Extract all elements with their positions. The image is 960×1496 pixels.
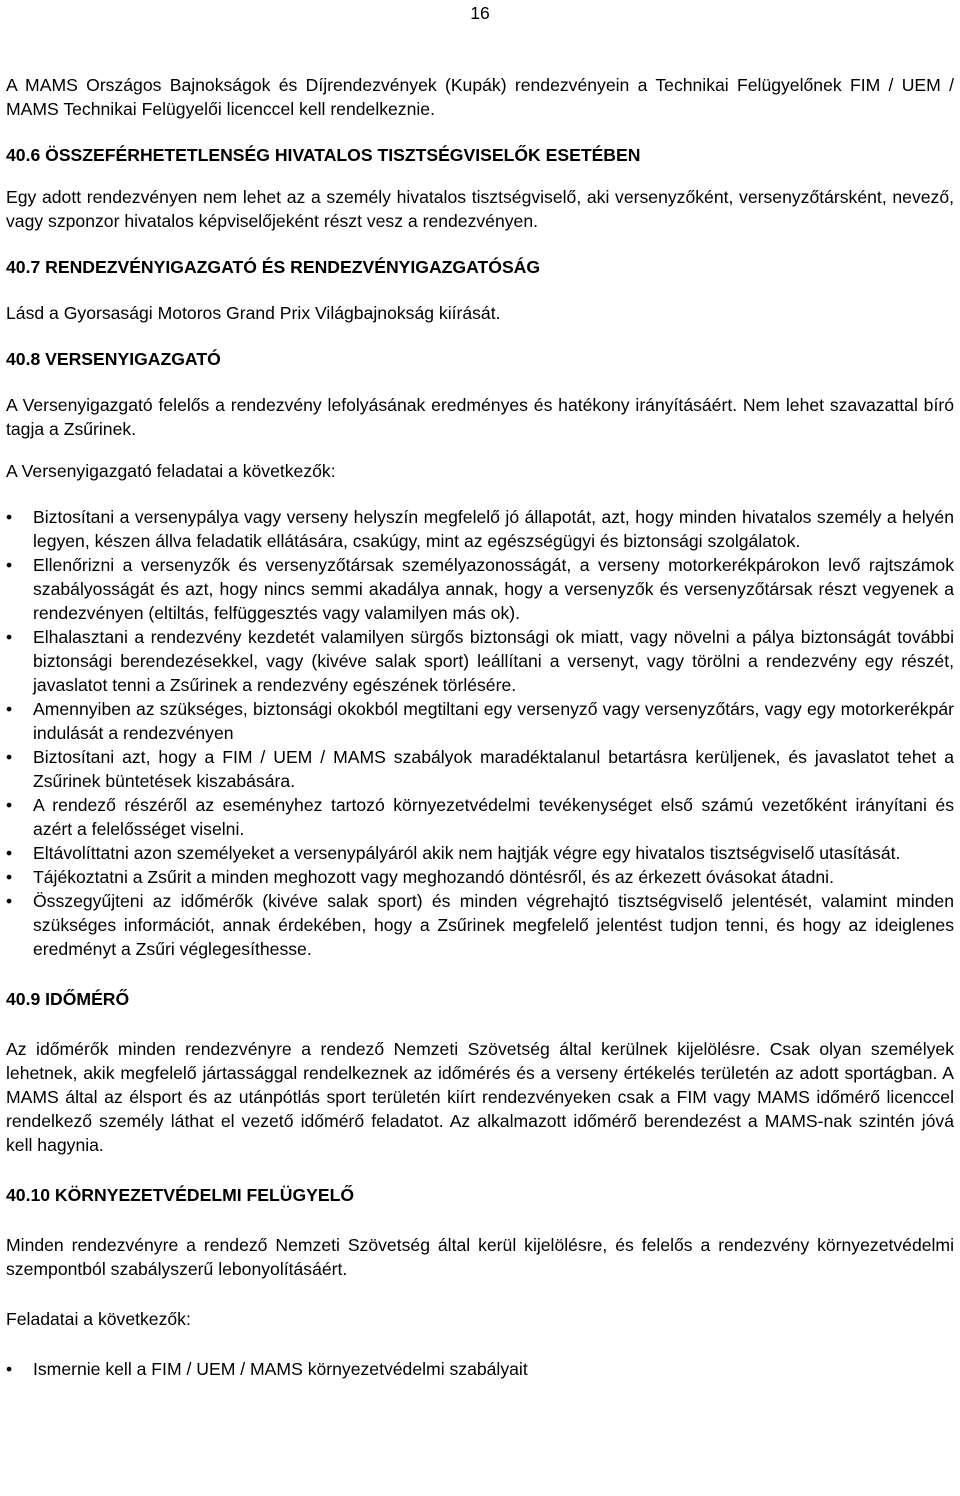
section-40-10-heading: 40.10 KÖRNYEZETVÉDELMI FELÜGYELŐ [6,1185,355,1205]
bullet-icon: • [6,795,13,815]
intro-paragraph: A MAMS Országos Bajnokságok és Díjrendezvények (Kupák) rendezvényein a Technikai Felügyelőnek FIM / UEM / MAMS Technikai Felügyelői licenccel kell rendelkeznie. [6,75,954,119]
section-40-8-heading: 40.8 VERSENYIGAZGATÓ [6,349,221,369]
list-item: • Eltávolíttatni azon személyeket a versenypályáról akik nem hajtják végre egy hivatalos tisztségviselő utasítását. [6,843,901,863]
section-40-8-text: A Versenyigazgató felelős a rendezvény lefolyásának eredményes és hatékony irányításáért. Nem lehet szavazattal bíró tagja a Zsűrinek. [6,395,954,439]
section-40-7-text: Lásd a Gyorsasági Motoros Grand Prix Világbajnokság kiírását. [6,303,501,323]
bullet-icon: • [6,843,13,863]
list-item: • Biztosítani azt, hogy a FIM / UEM / MAMS szabályok maradéktalanul betartásra kerüljenek, és javaslatot tehet a Zsűrinek büntetések kiszabására. [6,747,954,791]
versenyigazgato-duties-list [6,505,954,961]
page-content [6,73,954,1381]
page-number: 16 [470,3,490,23]
section-40-9-heading: 40.9 IDŐMÉRŐ [6,989,130,1009]
list-item: • Ismernie kell a FIM / UEM / MAMS környezetvédelmi szabályait [6,1359,528,1379]
section-40-10-text: Minden rendezvényre a rendező Nemzeti Szövetség által kerül kijelölésre, és felelős a rendezvény környezetvédelmi szempontból szabályszerű lebonyolításáért. [6,1235,954,1279]
list-item: • A rendező részéről az eseményhez tartozó környezetvédelmi tevékenységet első számú vezetőként irányítani és azért a felelősséget viselni. [6,795,954,839]
section-40-6-heading: 40.6 ÖSSZEFÉRHETETLENSÉG HIVATALOS TISZTSÉGVISELŐK ESETÉBEN [6,145,641,165]
bullet-icon: • [6,699,13,719]
list-item: • Biztosítani a versenypálya vagy verseny helyszín megfelelő jó állapotát, azt, hogy minden hivatalos személy a helyén legyen, készen állva feladatik ellátására, csakúgy, mint az egészségügyi és biztonsági szolgálatok. [6,507,954,551]
bullet-icon: • [6,1359,13,1379]
bullet-icon: • [6,627,13,647]
section-40-10-duties-intro: Feladatai a következők: [6,1309,191,1329]
bullet-icon: • [6,867,13,887]
list-item: • Ellenőrizni a versenyzők és versenyzőtársak személyazonosságát, a verseny motorkerékpárokon levő rajtszámok szabályosságát és azt, hogy nincs semmi akadálya annak, hogy a versenyzők és versenyzőtársak részt vegyenek a rendezvényen (eltiltás, felfüggesztés vagy valamilyen más ok). [6,555,954,623]
list-item: • Elhalasztani a rendezvény kezdetét valamilyen sürgős biztonsági ok miatt, vagy növelni a pálya biztonságát további biztonsági berendezésekkel, vagy (kivéve salak sport) leállítani a versenyt, vagy törölni a rendezvény egy részét, javaslatot tenni a Zsűrinek a rendezvény egészének törlésére. [6,627,954,695]
list-item: • Összegyűjteni az időmérők (kivéve salak sport) és minden végrehajtó tisztségviselő jelentését, valamint minden szükséges információt, annak érdekében, hogy a Zsűrinek megfelelő jelentést tudjon tenni, és hogy az ideiglenes eredményt a Zsűri véglegesíthesse. [6,891,954,959]
section-40-6-text: Egy adott rendezvényen nem lehet az a személy hivatalos tisztségviselő, aki versenyzőként, versenyzőtársként, nevező, vagy szponzor hivatalos képviselőjeként részt vesz a rendezvényen. [6,187,954,231]
list-item: • Amennyiben az szükséges, biztonsági okokból megtiltani egy versenyző vagy versenyzőtárs, vagy egy motorkerékpár indulását a rendezvényen [6,699,954,743]
list-item: • Tájékoztatni a Zsűrit a minden meghozott vagy meghozandó döntésről, és az érkezett óvásokat átadni. [6,867,834,887]
bullet-icon: • [6,507,13,527]
section-40-9-text: Az időmérők minden rendezvényre a rendező Nemzeti Szövetség által kerülnek kijelölésre. Csak olyan személyek lehetnek, akik megfelelő jártassággal rendelkeznek az időmérés és a verseny értékelés területén az adott sportágban. A MAMS által az élsport és az utánpótlás sport területén kiírt rendezvényeken csak a FIM vagy MAMS időmérő licenccel rendelkező személy láthat el vezető időmérő feladatot. Az alkalmazott időmérő berendezést a MAMS-nak szintén jóvá kell hagynia. [6,1039,954,1155]
section-40-7-heading: 40.7 RENDEZVÉNYIGAZGATÓ ÉS RENDEZVÉNYIGAZGATÓSÁG [6,257,541,277]
bullet-icon: • [6,891,13,911]
bullet-icon: • [6,555,13,575]
bullet-icon: • [6,747,13,767]
section-40-8-duties-intro: A Versenyigazgató feladatai a következők: [6,461,336,481]
kornyezetvedelmi-duties-list [6,1357,954,1381]
